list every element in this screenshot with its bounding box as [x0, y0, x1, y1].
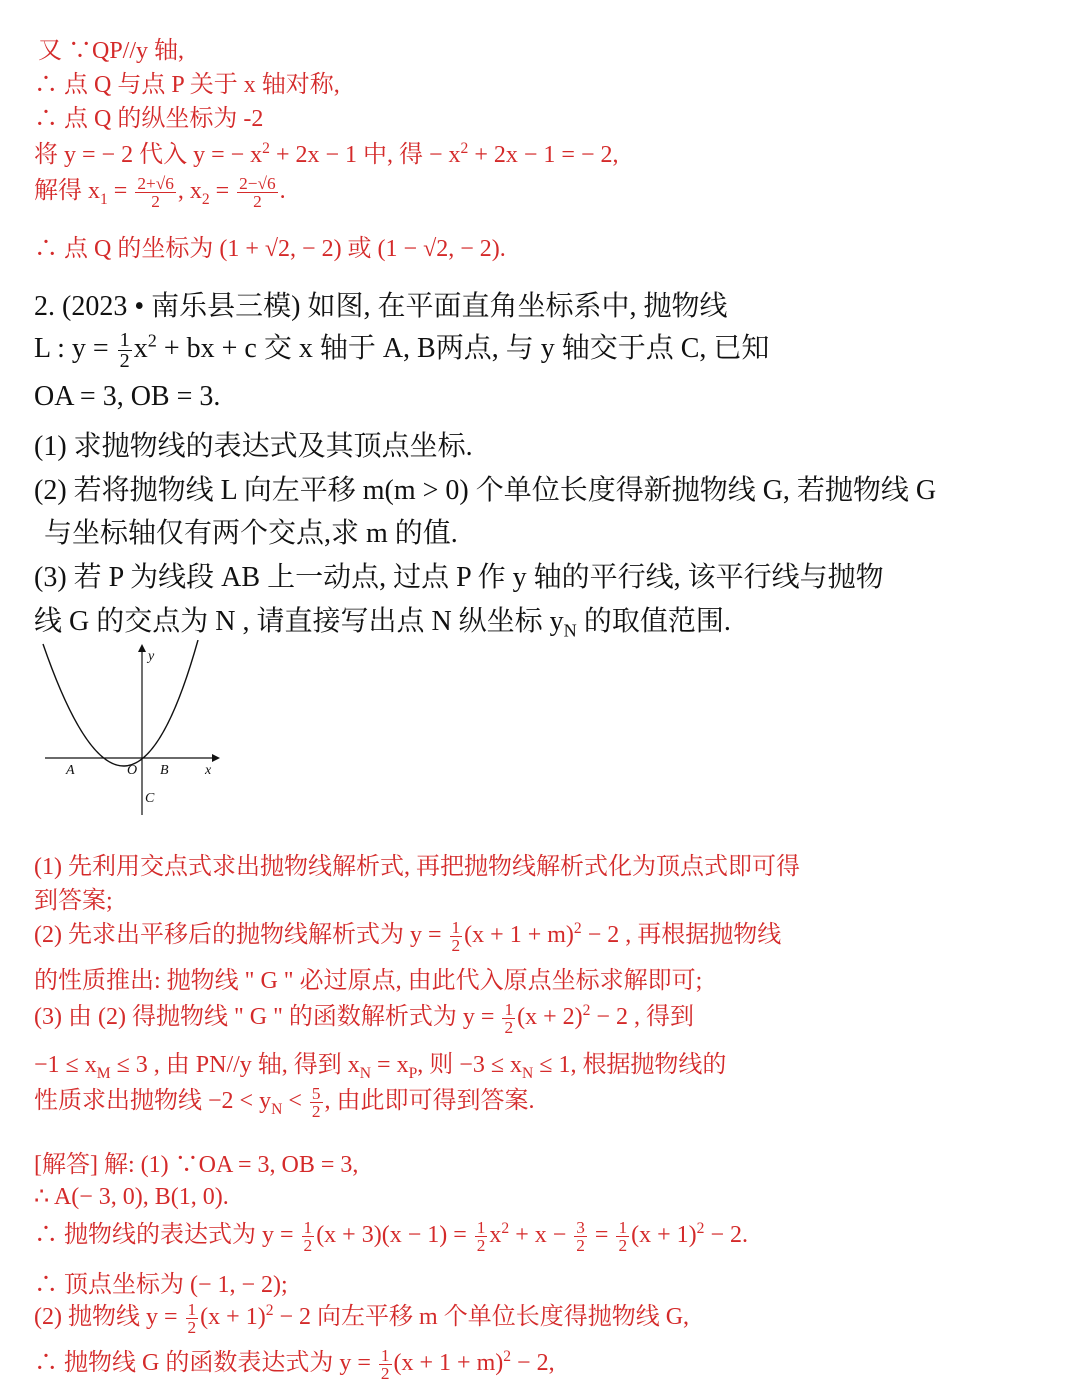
fraction-half: $\frac{1}{2}$ [504, 999, 514, 1037]
fraction-half: $\frac{1}{2}$ [451, 917, 461, 955]
parabola-curve [43, 640, 198, 766]
problem-part2: (2) 若将抛物线 L 向左平移 m(m > 0) 个单位长度得新抛物线 G, 若抛物线 G [34, 475, 937, 506]
x-axis-label: x [205, 763, 212, 778]
analysis-step2-cont: 的性质推出: 抛物线 " G " 必过原点, 由此代入原点坐标求解即可; [34, 968, 703, 994]
answer-translate: (2) 抛物线 y = $\frac{1}{2}$ $(x + 1)^2 - 2$ 向左平移 m 个单位长度得抛物线 G, [34, 1299, 690, 1337]
fraction-five-halves: $\frac{5}{2}$ [311, 1083, 321, 1121]
point-c-label: C [145, 791, 155, 806]
solution-line-roots: 解得 $x_1$ = $\frac{2+√6}{2}$ , $x_2$ = $\frac{2-√6}{2}$ . [34, 173, 286, 211]
problem-parabola-def: L : y = $\frac{1}{2}$ $x^2$ + bx + c 交 x 轴于 A, B两点, 与 y 轴交于点 C, 已知 [34, 328, 770, 373]
answer-vertex: ∴ 顶点坐标为 (− 1, − 2); [34, 1272, 288, 1298]
fraction-half: $\frac{1}{2}$ [380, 1345, 390, 1383]
answer-g-expression: ∴ 抛物线 G 的函数表达式为 y = $\frac{1}{2}$ $(x + 1 + m)^2 - 2$, [34, 1345, 555, 1383]
point-a-label: A [66, 763, 75, 778]
fraction-half: $\frac{1}{2}$ [119, 328, 130, 373]
x-axis-arrow [212, 754, 220, 762]
fraction-half: $\frac{1}{2}$ [618, 1217, 628, 1255]
solution-line-symmetric: ∴ 点 Q 与点 P 关于 x 轴对称, [34, 72, 340, 98]
problem-given: OA = 3, OB = 3. [34, 381, 221, 412]
point-b-label: B [160, 763, 169, 778]
solution-line-substitute: 将 y = − 2 代入 y = − $x^2 + 2x - 1$ 中, 得 − $x^2 + 2x - 1$ = − 2, [34, 140, 619, 168]
problem-title: 2. (2023 • 南乐县三模) 如图, 在平面直角坐标系中, 抛物线 [34, 291, 728, 322]
fraction-half: $\frac{1}{2}$ [187, 1299, 197, 1337]
analysis-step3-result: 性质求出抛物线 $-2 < y_N$ < $\frac{5}{2}$ , 由此即可得到答案. [34, 1083, 535, 1121]
fraction-three-halves: $\frac{3}{2}$ [576, 1217, 585, 1255]
y-axis-arrow [138, 644, 146, 652]
analysis-step1-cont: 到答案; [34, 888, 113, 914]
answer-expression: ∴ 抛物线的表达式为 y = $\frac{1}{2}$ (x + 3)(x − 1) = $\frac{1}{2}$ $x^2 + x$ − $\frac{3}{2}$ = $\frac{1}{2}$ $(x + 1)^2 - 2$. [34, 1217, 748, 1255]
origin-label: O [127, 763, 138, 778]
fraction-x2: $\frac{2-√6}{2}$ [239, 173, 276, 211]
analysis-step1: (1) 先利用交点式求出抛物线解析式, 再把抛物线解析式化为顶点式即可得 [34, 854, 800, 880]
problem-part1: (1) 求抛物线的表达式及其顶点坐标. [34, 431, 473, 462]
y-axis-label: y [148, 649, 155, 664]
fraction-half: $\frac{1}{2}$ [303, 1217, 313, 1255]
answer-points: ∴ A(− 3, 0), B(1, 0). [34, 1184, 229, 1210]
analysis-step2: (2) 先求出平移后的抛物线解析式为 y = $\frac{1}{2}$ $(x + 1 + m)^2 - 2$ , 再根据抛物线 [34, 917, 782, 955]
fraction-x1: $\frac{2+√6}{2}$ [137, 173, 174, 211]
analysis-step3: (3) 由 (2) 得抛物线 " G " 的函数解析式为 y = $\frac{1}{2}$ $(x + 2)^2 - 2$ , 得到 [34, 999, 694, 1037]
analysis-step3-range: $-1 \le x_M \le 3$ , 由 PN//y 轴, 得到 $x_N = x_P$, 则 $-3 \le x_N \le 1$, 根据抛物线的 [34, 1052, 727, 1082]
solution-line-ycoord: ∴ 点 Q 的纵坐标为 -2 [34, 106, 264, 132]
parabola-figure [30, 640, 230, 820]
fraction-half: $\frac{1}{2}$ [476, 1217, 486, 1255]
answer-header: [解答] 解: (1) ∵OA = 3, OB = 3, [34, 1152, 359, 1178]
problem-part3-cont: 线 G 的交点为 N , 请直接写出点 N 纵坐标 $y_N$ 的取值范围. [34, 606, 731, 641]
problem-part3: (3) 若 P 为线段 AB 上一动点, 过点 P 作 y 轴的平行线, 该平行线与抛物 [34, 562, 884, 593]
solution-line-point-q: ∴ 点 Q 的坐标为 (1 + √2, − 2) 或 (1 − √2, − 2). [34, 236, 506, 262]
solution-line-parallel: 又 ∵QP//y 轴, [38, 38, 185, 64]
problem-part2-cont: 与坐标轴仅有两个交点,求 m 的值. [44, 518, 458, 549]
